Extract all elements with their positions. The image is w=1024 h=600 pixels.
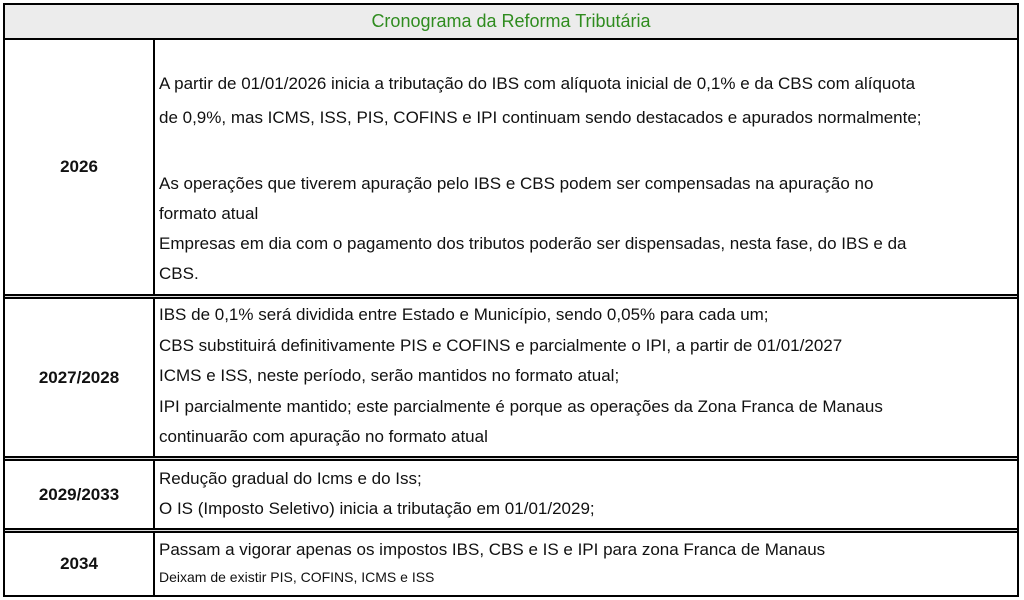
content-line: IBS de 0,1% será dividida entre Estado e Município, sendo 0,05% para cada um; bbox=[159, 305, 769, 324]
content-line: CBS substituirá definitivamente PIS e COFINS e parcialmente o IPI, a partir de 01/01/2027 bbox=[159, 336, 843, 355]
content-cell bbox=[155, 40, 1017, 294]
table-row-2027-2028 bbox=[5, 299, 1017, 456]
content-line: Redução gradual do Icms e do Iss; bbox=[159, 469, 422, 488]
content-line: formato atual bbox=[159, 204, 259, 223]
content-cell bbox=[155, 533, 1017, 595]
content-line: A partir de 01/01/2026 inicia a tributação do IBS com alíquota inicial de 0,1% e da CBS com alíquota bbox=[159, 74, 916, 93]
content-line: CBS. bbox=[159, 264, 199, 283]
year-cell: 2029/2033 bbox=[5, 461, 155, 528]
table-row-2029-2033 bbox=[5, 461, 1017, 528]
year-cell: 2027/2028 bbox=[5, 299, 155, 456]
content-line: IPI parcialmente mantido; este parcialmente é porque as operações da Zona Franca de Manaus bbox=[159, 397, 883, 416]
content-line: As operações que tiverem apuração pelo IBS e CBS podem ser compensadas na apuração no bbox=[159, 174, 874, 193]
content-line: continuarão com apuração no formato atual bbox=[159, 427, 488, 446]
content-cell bbox=[155, 299, 1017, 456]
content-line: ICMS e ISS, neste período, serão mantidos no formato atual; bbox=[159, 366, 620, 385]
year-cell: 2026 bbox=[5, 40, 155, 294]
content-line: Passam a vigorar apenas os impostos IBS, CBS e IS e IPI para zona Franca de Manaus bbox=[159, 540, 826, 559]
content-line: de 0,9%, mas ICMS, ISS, PIS, COFINS e IPI continuam sendo destacados e apurados normalmente; bbox=[159, 108, 922, 127]
table-title: Cronograma da Reforma Tributária bbox=[5, 5, 1017, 40]
content-line: O IS (Imposto Seletivo) inicia a tributação em 01/01/2029; bbox=[159, 499, 595, 518]
tax-reform-table bbox=[3, 3, 1019, 597]
year-cell: 2034 bbox=[5, 533, 155, 595]
table-row-2026 bbox=[5, 40, 1017, 294]
table-row-2034 bbox=[5, 533, 1017, 595]
content-line: Empresas em dia com o pagamento dos tributos poderão ser dispensadas, nesta fase, do IBS e da bbox=[159, 234, 907, 253]
content-line: Deixam de existir PIS, COFINS, ICMS e ISS bbox=[159, 569, 435, 585]
content-cell bbox=[155, 461, 1017, 528]
